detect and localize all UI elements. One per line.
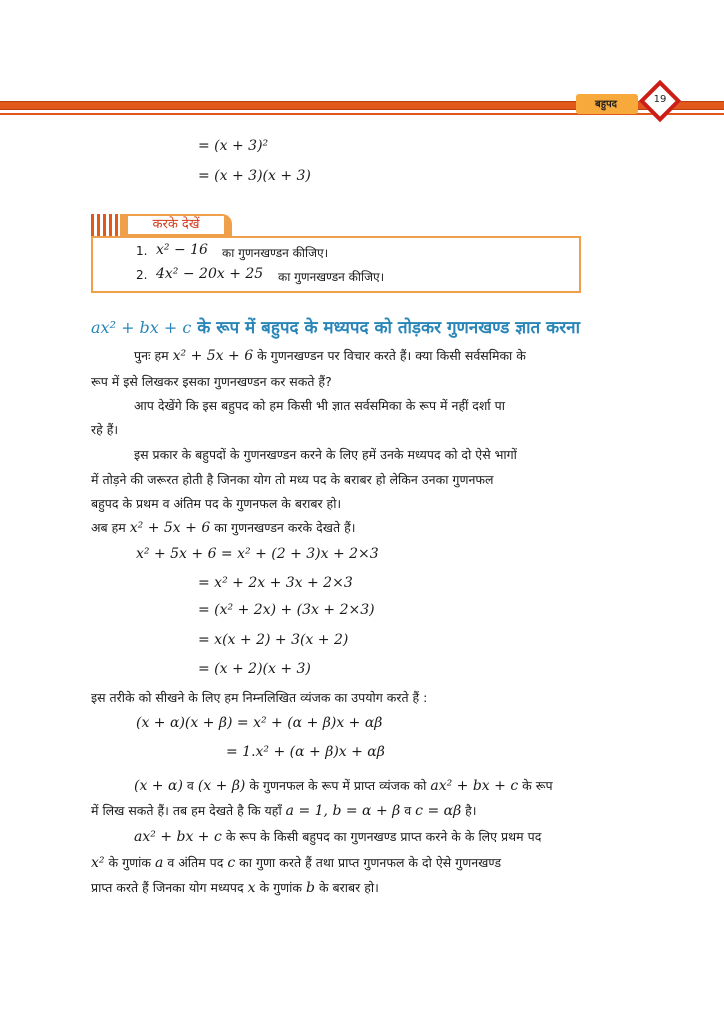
text: के रूप <box>522 778 553 793</box>
text: के गुणनखण्डन पर विचार करते हैं। क्या किसी सर्वसमिका के <box>257 348 526 363</box>
paragraph-line: रहे हैं। <box>91 422 119 437</box>
inline-math: ax² + bx + c <box>430 778 519 794</box>
paragraph-line <box>134 824 541 850</box>
text: अब हम <box>91 520 126 535</box>
try-item-number: 2. <box>136 268 148 282</box>
inline-math: x² + 5x + 6 <box>129 520 211 536</box>
paragraph-line <box>91 875 379 901</box>
text: में लिख सकते हैं। तब हम देखते है कि यहाँ <box>91 803 282 818</box>
heading-text: के रूप में बहुपद के मध्यपद को तोड़कर गुणनखण्ड ज्ञात करना <box>197 318 580 338</box>
inline-math: x <box>247 880 256 896</box>
text: है। <box>465 803 477 818</box>
paragraph-line: आप देखेंगे कि इस बहुपद को हम किसी भी ज्ञात सर्वसमिका के रूप में नहीं दर्शा पा <box>134 398 505 413</box>
inline-math: b <box>306 880 315 896</box>
paragraph-line <box>134 343 526 369</box>
paragraph-line <box>134 773 553 799</box>
page-number: 19 <box>653 94 667 105</box>
math-step: = x(x + 2) + 3(x + 2) <box>198 632 349 648</box>
inline-math: (x + α) <box>134 778 183 794</box>
try-item-expr: 4x² − 20x + 25 <box>156 266 264 282</box>
paragraph-line <box>91 850 501 876</box>
math-step: x² + 5x + 6 = x² + (2 + 3)x + 2×3 <box>136 546 379 562</box>
heading-math: ax² + bx + c <box>91 318 192 337</box>
math-step: = x² + 2x + 3x + 2×3 <box>198 575 353 591</box>
inline-math: c = αβ <box>415 803 462 819</box>
text: व <box>186 778 194 793</box>
paragraph-line: रूप में इसे लिखकर इसका गुणनखण्डन कर सकते हैं? <box>91 374 332 389</box>
text: का गुणा करते हैं तथा प्राप्त गुणनफल के दो ऐसे गुणनखण्ड <box>239 855 502 870</box>
math-line: = (x + 3)² <box>198 138 269 154</box>
inline-math: a <box>154 855 164 871</box>
inline-math: c <box>227 855 236 871</box>
text: के बराबर हो। <box>318 880 379 895</box>
section-heading <box>91 315 580 338</box>
text: के गुणनफल के रूप में प्राप्त व्यंजक को <box>249 778 427 793</box>
chapter-title: बहुपद <box>594 99 617 110</box>
inline-math: a = 1, b = α + β <box>285 803 401 819</box>
identity-line: = 1.x² + (α + β)x + αβ <box>226 744 385 760</box>
box-stripes <box>91 214 119 236</box>
paragraph-line <box>91 798 477 824</box>
text: व <box>404 803 412 818</box>
paragraph-line: बहुपद के प्रथम व अंतिम पद के गुणनफल के बराबर हो। <box>91 496 342 511</box>
paragraph-line: इस तरीके को सीखने के लिए हम निम्नलिखित व्यंजक का उपयोग करते हैं : <box>91 690 428 705</box>
math-step: = (x² + 2x) + (3x + 2×3) <box>198 602 375 618</box>
text: के रूप के किसी बहुपद का गुणनखण्ड प्राप्त करने के के लिए प्रथम पद <box>225 829 542 844</box>
try-item-text: का गुणनखण्डन कीजिए। <box>222 246 329 260</box>
math-step: = (x + 2)(x + 3) <box>198 661 311 677</box>
identity-line: (x + α)(x + β) = x² + (α + β)x + αβ <box>136 715 383 731</box>
inline-math: x² <box>91 855 105 871</box>
try-item-number: 1. <box>136 244 148 258</box>
paragraph-line: इस प्रकार के बहुपदों के गुणनखण्डन करने के लिए हमें उनके मध्यपद को दो ऐसे भागों <box>134 447 517 462</box>
text: के गुणांक <box>108 855 151 870</box>
text: पुनः हम <box>134 348 169 363</box>
text: के गुणांक <box>259 880 303 895</box>
try-box-label: करके देखें <box>152 217 200 232</box>
math-line: = (x + 3)(x + 3) <box>198 168 311 184</box>
paragraph-line: में तोड़ने की जरूरत होती है जिनका योग तो मध्य पद के बराबर हो लेकिन उनका गुणनफल <box>91 472 494 487</box>
inline-math: ax² + bx + c <box>134 829 222 845</box>
try-item-expr: x² − 16 <box>156 242 208 258</box>
try-item-text: का गुणनखण्डन कीजिए। <box>278 270 385 284</box>
text: प्राप्त करते हैं जिनका योग मध्यपद <box>91 880 244 895</box>
text: का गुणनखण्डन करके देखते हैं। <box>214 520 356 535</box>
text: व अंतिम पद <box>167 855 224 870</box>
inline-math: (x + β) <box>197 778 246 794</box>
paragraph-line <box>91 515 355 541</box>
inline-math: x² + 5x + 6 <box>172 348 254 364</box>
